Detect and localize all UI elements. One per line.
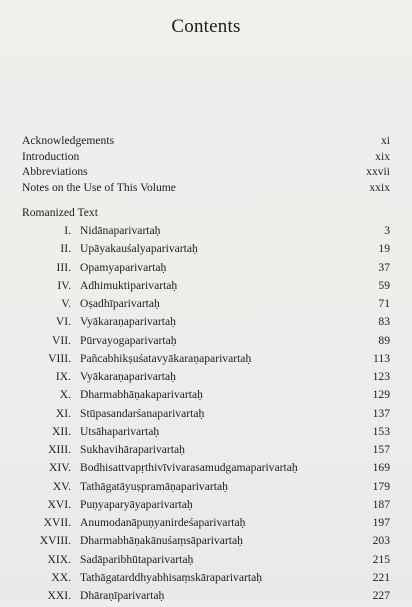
toc-entry-page: xxix [369,180,390,194]
chapter-title: Sadāparibhūtaparivartaḥ [80,552,194,566]
chapter-entry [0,589,412,607]
chapter-entry [0,315,412,333]
chapter-page: 203 [372,534,390,548]
chapter-number: XXI. [47,589,71,602]
chapter-entry [0,425,412,443]
chapter-entry [0,553,412,571]
chapter-page: 19 [378,242,390,256]
chapter-list [0,224,412,607]
chapter-page: 197 [372,516,390,529]
chapter-number: XII. [52,424,71,438]
chapter-entry [0,443,412,461]
chapter-entry [0,461,412,479]
chapter-entry [0,334,412,352]
toc-entry-label: Introduction [22,149,80,163]
toc-entry-label: Abbreviations [22,165,88,178]
chapter-number: X. [59,388,71,402]
chapter-number: I. [64,224,71,237]
chapter-title: Nidānaparivartaḥ [80,224,161,237]
chapter-entry [0,571,412,589]
chapter-title: Dharmabhāṇakānuśaṃsāparivartaḥ [80,534,243,548]
chapter-title: Upāyakauśalyaparivartaḥ [80,242,198,256]
chapter-title: Oṣadhīparivartaḥ [80,297,160,310]
chapter-page: 71 [378,297,390,310]
chapter-number: XIV. [48,461,71,475]
chapter-number: XVII. [43,516,71,529]
chapter-title: Dhāraṇīparivartaḥ [80,589,165,602]
chapter-entry [0,242,412,260]
chapter-page: 113 [373,351,390,365]
chapter-page: 179 [372,479,390,493]
toc-entry-page: xxvii [366,165,390,178]
chapter-number: XV. [52,479,71,493]
chapter-number: IX. [55,370,71,383]
chapter-page: 59 [378,278,390,292]
chapter-number: II. [60,242,71,256]
toc-entry-page: xi [380,134,390,147]
chapter-number: XIX. [47,552,71,566]
chapter-title: Utsāhaparivartaḥ [80,424,160,438]
toc-entry [22,181,390,197]
chapter-title: Stūpasandarśanaparivartaḥ [80,406,205,420]
chapter-number: XI. [55,406,71,420]
chapter-title: Dharmabhāṇakaparivartaḥ [80,388,203,402]
bleed-through-text [228,28,398,148]
chapter-entry [0,480,412,498]
chapter-entry [0,388,412,406]
toc-entry [22,134,390,150]
chapter-page: 227 [372,589,390,602]
chapter-entry [0,534,412,552]
chapter-page: 123 [372,370,390,383]
chapter-title: Opamyaparivartaḥ [80,260,167,274]
front-matter-list [22,134,390,196]
chapter-page: 221 [372,570,390,584]
chapter-page: 137 [372,406,390,420]
chapter-number: III. [56,260,71,274]
page-title: Contents [171,16,241,37]
chapter-entry [0,370,412,388]
toc-entry [22,150,390,166]
toc-entry-page: xix [375,149,390,163]
chapter-entry [0,516,412,534]
chapter-entry [0,352,412,370]
chapter-number: VI. [55,315,71,329]
chapter-page: 187 [372,497,390,511]
chapter-title: Vyākaraṇaparivartaḥ [80,370,176,383]
chapter-number: V. [61,297,71,310]
chapter-page: 169 [372,461,390,475]
chapter-title: Pūrvayogaparivartaḥ [80,333,177,347]
chapter-title: Vyākaraṇaparivartaḥ [80,315,176,329]
chapter-page: 89 [378,333,390,347]
chapter-page: 215 [372,552,390,566]
chapter-title: Pañcabhikṣuśatavyākaraṇaparivartaḥ [80,351,252,365]
chapter-entry [0,407,412,425]
chapter-page: 157 [372,443,390,456]
chapter-number: XX. [51,570,71,584]
chapter-title: Adhimuktiparivartaḥ [80,278,178,292]
toc-entry-label: Acknowledgements [22,134,115,147]
toc-entry-label: Notes on the Use of This Volume [22,180,176,194]
chapter-title: Tathāgatarddhyabhisaṃskāraparivartaḥ [80,570,263,584]
chapter-number: XVIII. [39,534,71,548]
chapter-title: Bodhisattvapṛthivīvivarasamudgamaparivartaḥ [80,461,298,475]
chapter-title: Anumodanāpuṇyanirdeśaparivartaḥ [80,516,246,529]
chapter-number: XIII. [48,443,71,456]
chapter-page: 3 [384,224,390,237]
chapter-entry [0,224,412,242]
section-heading: Romanized Text [22,206,98,219]
chapter-entry [0,261,412,279]
chapter-page: 83 [378,315,390,329]
chapter-number: VII. [52,333,71,347]
chapter-number: VIII. [48,351,71,365]
chapter-number: XVI. [47,497,71,511]
chapter-entry [0,498,412,516]
chapter-entry [0,279,412,297]
chapter-number: IV. [57,278,71,292]
chapter-title: Sukhavihāraparivartaḥ [80,443,185,456]
chapter-title: Tathāgatāyuṣpramāṇaparivartaḥ [80,479,228,493]
chapter-entry [0,297,412,315]
chapter-page: 129 [372,388,390,402]
chapter-page: 153 [372,424,390,438]
toc-entry [22,165,390,181]
chapter-page: 37 [378,260,390,274]
chapter-title: Puṇyaparyāyaparivartaḥ [80,497,193,511]
